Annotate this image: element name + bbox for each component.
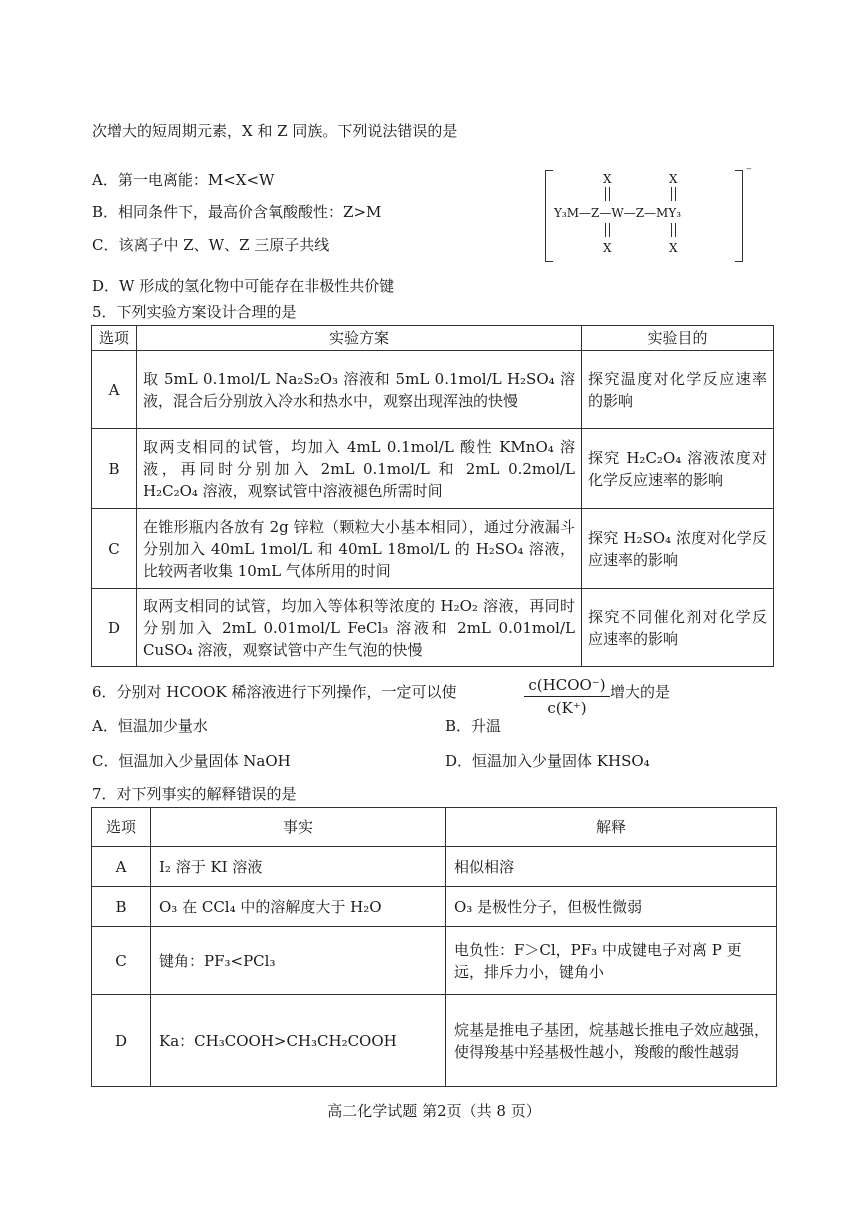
atom-x-bottom-left: X [603,241,612,255]
table-row [92,509,774,589]
q4-option-a: A．第一电离能：M<X<W [92,171,275,189]
row-plan: 在锥形瓶内各放有 2g 锌粒（颗粒大小基本相同），通过分液漏斗分别加入 40mL 1mol/L 和 40mL 18mol/L 的 H₂SO₄ 溶液，比较两者收集 10mL 气体所用的时间 [137,509,582,589]
double-bond-top-left [605,187,610,201]
row-option: A [92,847,151,887]
row-explanation: 电负性：F＞Cl，PF₃ 中成键电子对离 P 更远，排斥力小，键角小 [446,927,777,995]
row-option: C [92,509,137,589]
double-bond-bottom-right [671,223,676,237]
table-row [92,927,777,995]
header-explanation: 解释 [446,808,777,847]
row-goal: 探究温度对化学反应速率的影响 [582,351,774,429]
table-row [92,589,774,667]
atom-x-bottom-right: X [669,241,678,255]
row-option: A [92,351,137,429]
table-row [92,887,777,927]
row-fact: Ka：CH₃COOH>CH₃CH₂COOH [151,995,446,1087]
row-fact: I₂ 溶于 KI 溶液 [151,847,446,887]
table-row [92,847,777,887]
q4-stem: 次增大的短周期元素，X 和 Z 同族。下列说法错误的是 [92,122,458,140]
q7-table [91,807,777,1087]
header-option: 选项 [92,326,137,351]
header-fact: 事实 [151,808,446,847]
left-bracket [545,170,553,262]
ion-charge: ⁻ [745,164,752,178]
q4-option-d: D．W 形成的氢化物中可能存在非极性共价键 [92,277,395,295]
row-goal: 探究 H₂C₂O₄ 溶液浓度对化学反应速率的影响 [582,429,774,509]
table-header-row [92,808,777,847]
row-option: D [92,995,151,1087]
row-fact: 键角：PF₃<PCl₃ [151,927,446,995]
row-explanation: 烷基是推电子基团，烷基越长推电子效应越强，使得羧基中羟基极性越小，羧酸的酸性越弱 [446,995,777,1087]
table-row [92,995,777,1087]
q6-option-c: C．恒温加入少量固体 NaOH [92,752,291,770]
q5-stem: 5．下列实验方案设计合理的是 [92,303,297,321]
q6-option-b: B．升温 [445,717,502,735]
q7-stem: 7．对下列事实的解释错误的是 [92,785,297,803]
double-bond-bottom-left [605,223,610,237]
row-plan: 取两支相同的试管，均加入等体积等浓度的 H₂O₂ 溶液，再同时分别加入 2mL 0.01mol/L FeCl₃ 溶液和 2mL 0.01mol/L CuSO₄ 溶液，观察试管中产生气泡的快慢 [137,589,582,667]
atom-x-top-right: X [669,172,678,186]
fraction-bar [524,696,610,697]
q6-option-a: A．恒温加少量水 [92,717,208,735]
row-option: C [92,927,151,995]
q6-option-d: D．恒温加入少量固体 KHSO₄ [445,752,650,770]
page-footer: 高二化学试题 第2页（共 8 页） [327,1102,541,1120]
q6-stem-pre: 6．分别对 HCOOK 稀溶液进行下列操作，一定可以使 [92,683,457,701]
table-row [92,351,774,429]
header-goal: 实验目的 [582,326,774,351]
q5-table [91,325,774,667]
table-header-row [92,326,774,351]
row-goal: 探究不同催化剂对化学反应速率的影响 [582,589,774,667]
row-fact: O₃ 在 CCl₄ 中的溶解度大于 H₂O [151,887,446,927]
header-plan: 实验方案 [137,326,582,351]
atom-x-top-left: X [603,172,612,186]
table-row [92,429,774,509]
row-option: B [92,887,151,927]
row-explanation: 相似相溶 [446,847,777,887]
right-bracket [735,170,743,262]
ion-structure-diagram [545,164,752,262]
ion-chain: Y₃M—Z—W—Z—MY₃ [554,206,682,220]
row-plan: 取 5mL 0.1mol/L Na₂S₂O₃ 溶液和 5mL 0.1mol/L H₂SO₄ 溶液，混合后分别放入冷水和热水中，观察出现浑浊的快慢 [137,351,582,429]
row-plan: 取两支相同的试管，均加入 4mL 0.1mol/L 酸性 KMnO₄ 溶液，再同时分别加入 2mL 0.1mol/L 和 2mL 0.2mol/L H₂C₂O₄ 溶液，观察试管中溶液褪色所需时间 [137,429,582,509]
fraction-denominator: c(K⁺) [547,699,587,717]
row-explanation: O₃ 是极性分子，但极性微弱 [446,887,777,927]
q6-stem-post: 增大的是 [610,683,671,701]
row-option: B [92,429,137,509]
q4-option-b: B．相同条件下，最高价含氧酸酸性：Z>M [92,203,382,221]
q6-fraction [524,675,610,718]
row-option: D [92,589,137,667]
fraction-numerator: c(HCOO⁻) [528,676,606,694]
double-bond-top-right [671,187,676,201]
row-goal: 探究 H₂SO₄ 浓度对化学反应速率的影响 [582,509,774,589]
q4-option-c: C．该离子中 Z、W、Z 三原子共线 [92,236,330,254]
header-option: 选项 [92,808,151,847]
